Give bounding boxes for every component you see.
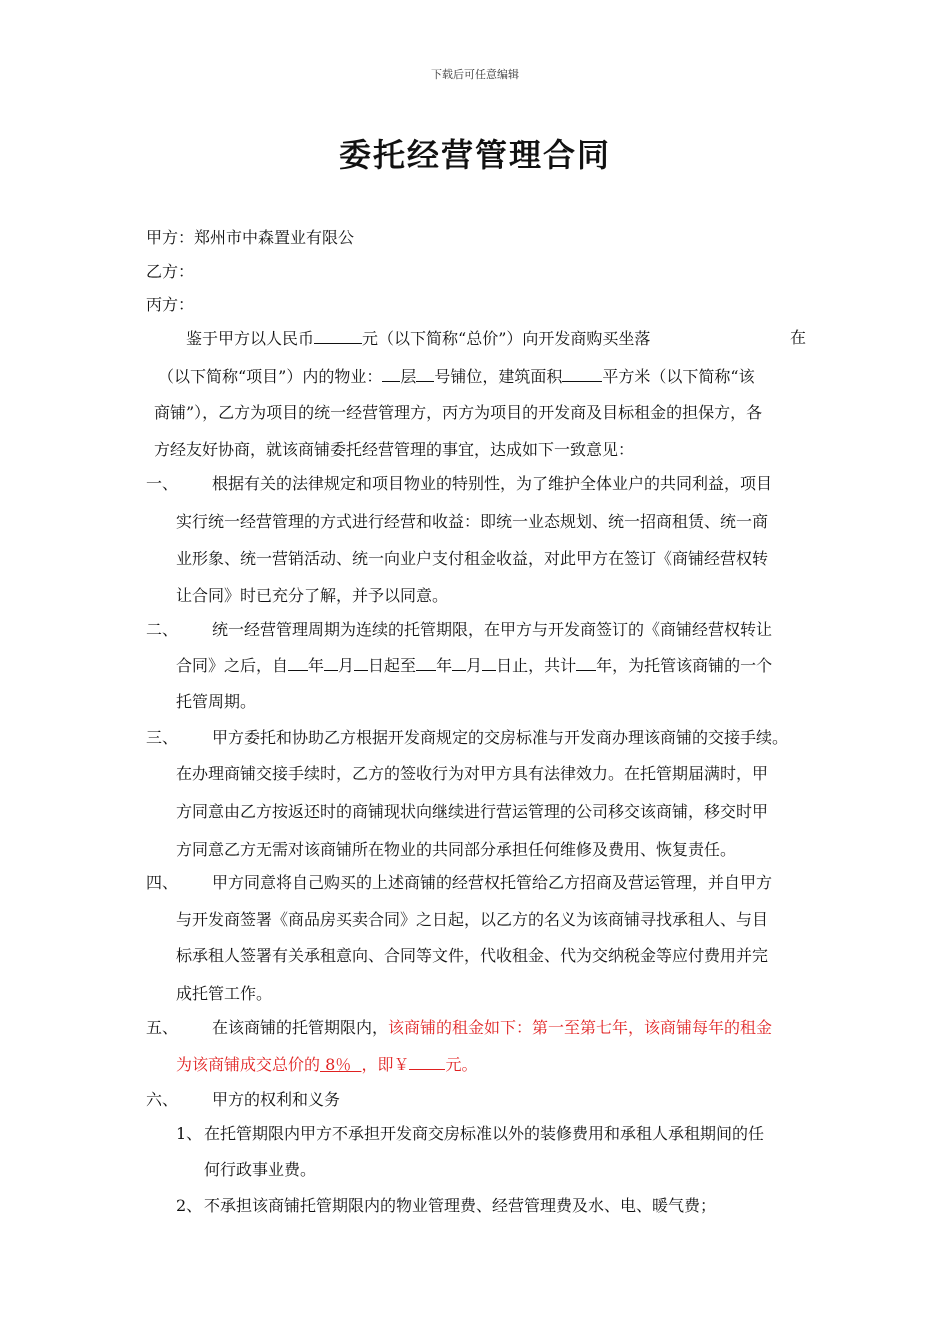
clause-2-number: 二、	[146, 620, 179, 639]
clause-3-line: 方同意由乙方按返还时的商铺现状向继续进行营运管理的公司移交该商铺，移交时甲	[176, 802, 769, 821]
clause-text: 月	[338, 656, 355, 675]
clause-6-number: 六、	[146, 1090, 179, 1109]
party-b-line: 乙方：	[146, 262, 195, 281]
intro-text: 鉴于甲方以人民币	[186, 329, 315, 348]
clause-1-line: 根据有关的法律规定和项目物业的特别性，为了维护全体业户的共同利益，项目	[212, 474, 773, 493]
intro-text: （以下简称“项目”）内的物业：	[158, 367, 383, 386]
rent-terms-highlight: 元。	[445, 1055, 478, 1074]
intro-line-3: 商铺”），乙方为项目的统一经营管理方，丙方为项目的开发商及目标租金的担保方，各	[154, 403, 763, 422]
clause-text: 在该商铺的托管期限内，	[212, 1018, 389, 1037]
sub-item-line: 不承担该商铺托管期限内的物业管理费、经营管理费及水、电、暖气费；	[204, 1196, 717, 1215]
clause-2-line	[176, 655, 772, 676]
clause-3-number: 三、	[146, 728, 179, 747]
clause-1-number: 一、	[146, 474, 179, 493]
clause-4-line: 成托管工作。	[176, 984, 273, 1003]
clause-6-heading: 甲方的权利和义务	[212, 1090, 341, 1109]
clause-5-number: 五、	[146, 1018, 179, 1037]
clause-3-line: 甲方委托和协助乙方根据开发商规定的交房标准与开发商办理该商铺的交接手续。	[212, 728, 789, 747]
year-blank	[416, 655, 436, 671]
day-blank	[354, 655, 368, 671]
intro-text: 层	[400, 367, 417, 386]
clause-text: 年，为托管该商铺的一个	[596, 656, 773, 675]
rent-terms-highlight: ，即￥	[361, 1055, 410, 1074]
area-blank	[562, 366, 602, 382]
party-a-line: 甲方：郑州市中森置业有限公	[146, 228, 355, 247]
intro-line-2	[158, 366, 755, 387]
clause-text: 日起至	[368, 656, 417, 675]
intro-line-4: 方经友好协商，就该商铺委托经营管理的事宜，达成如下一致意见：	[154, 440, 635, 459]
clause-3-line: 方同意乙方无需对该商铺所在物业的共同部分承担任何维修及费用、恢复责任。	[176, 840, 737, 859]
sub-item-line: 在托管期限内甲方不承担开发商交房标准以外的装修费用和承租人承租期间的任	[204, 1124, 765, 1143]
party-c-line: 丙方：	[146, 295, 195, 314]
rent-terms-highlight: 该商铺的租金如下：第一至第七年，该商铺每年的租金	[388, 1018, 773, 1037]
clause-2-line: 托管周期。	[176, 692, 257, 711]
unit-blank	[416, 366, 434, 382]
clause-text: 年	[308, 656, 325, 675]
sub-item-line: 何行政事业费。	[204, 1160, 317, 1179]
intro-text: 元（以下简称“总价”）向开发商购买坐落	[362, 329, 651, 348]
clause-2-line: 统一经营管理周期为连续的托管期限，在甲方与开发商签订的《商铺经营权转让	[212, 620, 773, 639]
clause-4-number: 四、	[146, 873, 179, 892]
clause-3-line: 在办理商铺交接手续时，乙方的签收行为对甲方具有法律效力。在托管期届满时，甲	[176, 764, 769, 783]
clause-5-line	[212, 1018, 772, 1038]
clause-4-line: 与开发商签署《商品房买卖合同》之日起，以乙方的名义为该商铺寻找承租人、与目	[176, 910, 769, 929]
rent-terms-highlight: 为该商铺成交总价的	[176, 1055, 321, 1074]
intro-located-in: 在	[790, 328, 807, 347]
floor-blank	[382, 366, 400, 382]
clause-text: 月	[466, 656, 483, 675]
month-blank	[324, 655, 338, 671]
sub-item-number: 2、	[176, 1196, 203, 1215]
total-years-blank	[576, 655, 596, 671]
intro-text: 号铺位，建筑面积	[434, 367, 563, 386]
clause-5-line	[176, 1054, 478, 1075]
clause-text: 日止，共计	[496, 656, 577, 675]
rent-amount-blank	[409, 1054, 445, 1070]
intro-text: 平方米（以下简称“该	[602, 367, 755, 386]
clause-1-line: 让合同》时已充分了解，并予以同意。	[176, 586, 449, 605]
sub-item-number: 1、	[176, 1124, 203, 1143]
rent-percentage: 8％	[320, 1055, 362, 1074]
day-blank	[482, 655, 496, 671]
clause-text: 年	[436, 656, 453, 675]
amount-blank	[314, 328, 362, 344]
clause-1-line: 业形象、统一营销活动、统一向业户支付租金收益，对此甲方在签订《商铺经营权转	[176, 549, 769, 568]
month-blank	[452, 655, 466, 671]
clause-text: 合同》之后，自	[176, 656, 289, 675]
document-title: 委托经营管理合同	[338, 136, 611, 174]
clause-4-line: 标承租人签署有关承租意向、合同等文件，代收租金、代为交纳税金等应付费用并完	[176, 946, 769, 965]
year-blank	[288, 655, 308, 671]
clause-4-line: 甲方同意将自己购买的上述商铺的经营权托管给乙方招商及营运管理，并自甲方	[212, 873, 773, 892]
page-header-note: 下载后可任意编辑	[431, 68, 519, 81]
clause-1-line: 实行统一经营管理的方式进行经营和收益：即统一业态规划、统一招商租赁、统一商	[176, 512, 769, 531]
intro-line-1	[186, 328, 650, 349]
